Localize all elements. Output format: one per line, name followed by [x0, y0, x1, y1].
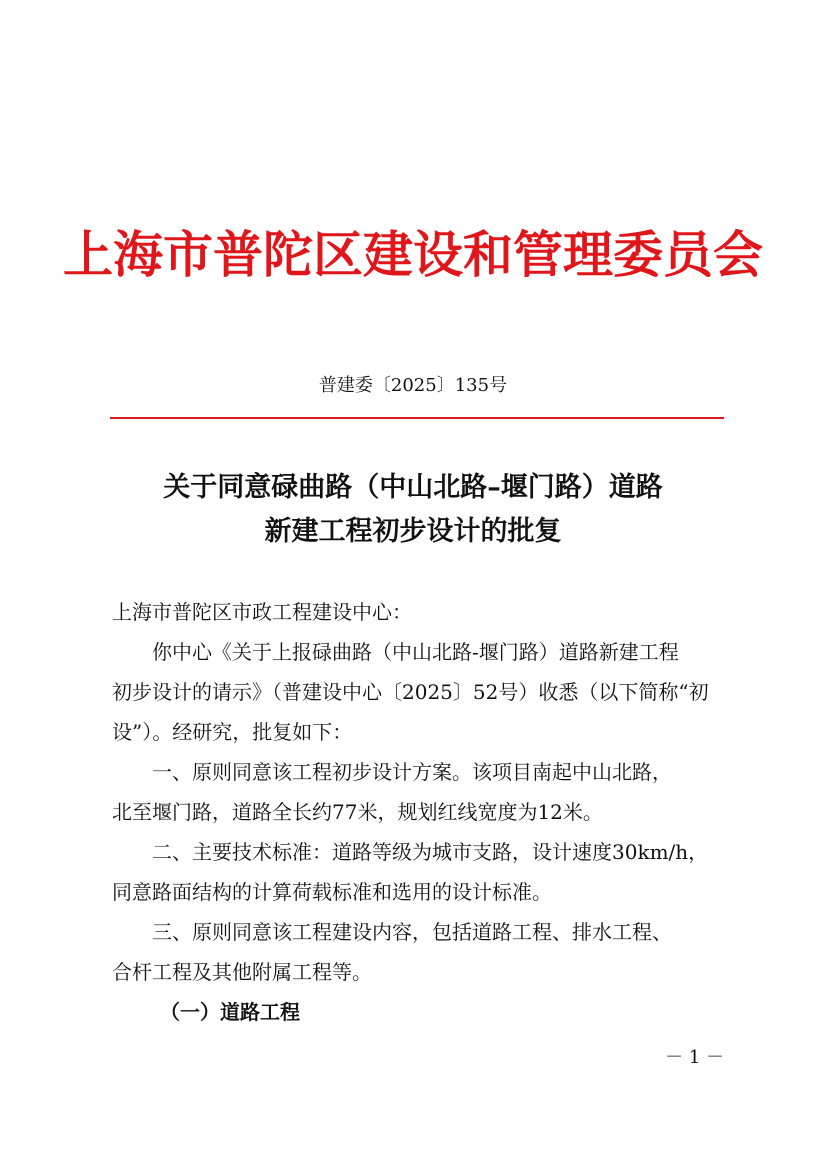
red-separator-line: [110, 417, 724, 419]
paragraph-1-line-1: 你中心《关于上报碌曲路（中山北路-堰门路）道路新建工程: [152, 640, 679, 664]
paragraph-4-line-1: 三、原则同意该工程建设内容，包括道路工程、排水工程、: [152, 920, 672, 944]
section-heading-road-works: （一）道路工程: [160, 1000, 300, 1024]
document-title-line-2: 新建工程初步设计的批复: [264, 516, 562, 547]
document-body: [112, 592, 724, 1032]
paragraph-2-line-2: 北至堰门路，道路全长约77米，规划红线宽度为12米。: [112, 800, 603, 824]
document-number: 普建委〔2025〕135号: [318, 375, 508, 396]
paragraph-1-line-2: 初步设计的请示》（普建设中心〔2025〕52号）收悉（以下简称“初: [112, 680, 709, 704]
document-title: [0, 466, 826, 554]
paragraph-4-line-2: 合杆工程及其他附属工程等。: [112, 960, 372, 984]
paragraph-2-line-1: 一、原则同意该工程初步设计方案。该项目南起中山北路，: [152, 760, 672, 784]
issuing-organization-header: 上海市普陀区建设和管理委员会: [63, 225, 763, 284]
page-number: － 1 －: [665, 1047, 724, 1068]
paragraph-3-line-2: 同意路面结构的计算荷载标准和选用的设计标准。: [112, 880, 552, 904]
paragraph-3-line-1: 二、主要技术标准：道路等级为城市支路，设计速度30km/h，: [152, 840, 709, 864]
document-title-line-1: 关于同意碌曲路（中山北路–堰门路）道路: [163, 472, 663, 503]
addressee: 上海市普陀区市政工程建设中心：: [112, 600, 412, 624]
paragraph-1-line-3: 设”）。经研究，批复如下：: [112, 720, 353, 744]
